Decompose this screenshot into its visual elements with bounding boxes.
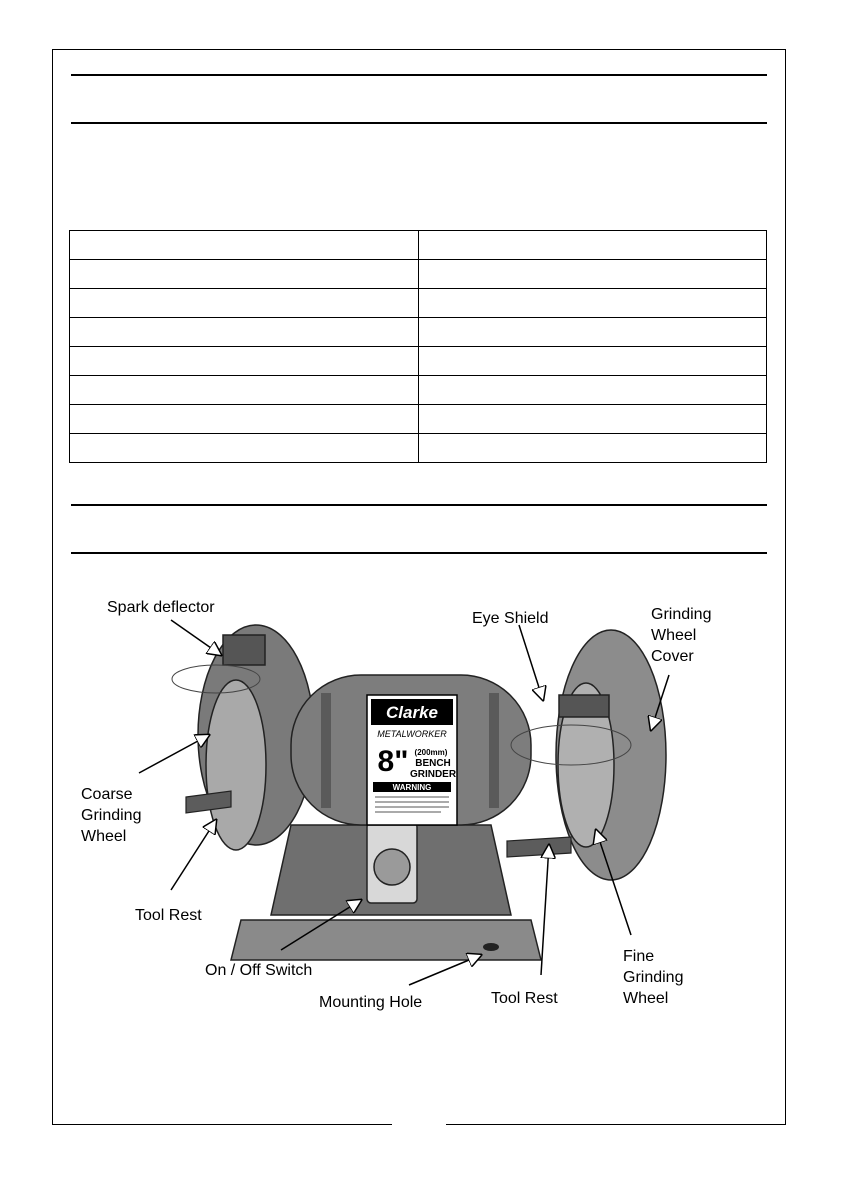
right-tool-rest xyxy=(507,837,571,857)
on-off-switch[interactable] xyxy=(367,823,417,903)
spec-value xyxy=(418,289,767,318)
page-number-area xyxy=(392,1118,446,1132)
coarse-wheel-label-line2: Grinding xyxy=(81,807,142,824)
left-spark-deflector xyxy=(223,635,265,665)
table-row xyxy=(70,260,767,289)
spec-label xyxy=(70,318,419,347)
spec-label xyxy=(70,289,419,318)
coarse-wheel-label-line3: Wheel xyxy=(81,828,127,845)
table-row xyxy=(70,376,767,405)
product-name-line1: BENCH xyxy=(415,758,451,769)
product-name-line2: GRINDER xyxy=(409,769,457,780)
ident-heading-bottom-rule xyxy=(71,552,767,554)
spec-heading-bottom-rule xyxy=(71,122,767,124)
spec-label xyxy=(70,376,419,405)
wheel-cover-label-line1: Grinding xyxy=(651,606,712,623)
product-label xyxy=(367,695,457,825)
spec-label xyxy=(70,231,419,260)
spec-heading-band xyxy=(71,76,767,124)
size-mm-label: (200mm) xyxy=(414,748,448,757)
switch-button-icon[interactable] xyxy=(374,849,410,885)
spec-label xyxy=(70,347,419,376)
table-row xyxy=(70,231,767,260)
size-label: 8" xyxy=(377,745,409,778)
table-row xyxy=(70,289,767,318)
coarse-wheel-icon xyxy=(206,680,266,850)
right-spark-deflector xyxy=(559,695,609,717)
warning-label: WARNING xyxy=(392,783,432,792)
spec-value xyxy=(418,318,767,347)
range-name: METALWORKER xyxy=(377,729,447,739)
tool-rest-right-label: Tool Rest xyxy=(491,990,558,1007)
spec-value xyxy=(418,434,767,463)
table-row xyxy=(70,434,767,463)
spec-label xyxy=(70,434,419,463)
wheel-cover-label-line3: Cover xyxy=(651,648,694,665)
fine-wheel-label-line3: Wheel xyxy=(623,990,669,1007)
table-row xyxy=(70,347,767,376)
coarse-wheel-label-line1: Coarse xyxy=(81,786,133,803)
on-off-switch-label: On / Off Switch xyxy=(205,962,313,979)
spark-deflector-label: Spark deflector xyxy=(107,599,215,616)
bench-grinder-figure xyxy=(71,575,767,1035)
eye-shield-label: Eye Shield xyxy=(472,610,549,627)
mounting-hole-icon xyxy=(483,943,499,951)
spec-label xyxy=(70,405,419,434)
fine-wheel-label-line2: Grinding xyxy=(623,969,684,986)
spec-value xyxy=(418,405,767,434)
fine-wheel-label-line1: Fine xyxy=(623,948,655,965)
tool-rest-left-label: Tool Rest xyxy=(135,907,202,924)
spec-value xyxy=(418,347,767,376)
mounting-hole-label: Mounting Hole xyxy=(319,994,423,1011)
specification-table xyxy=(69,230,767,463)
wheel-cover-label-line2: Wheel xyxy=(651,627,697,644)
table-row xyxy=(70,318,767,347)
spec-value xyxy=(418,376,767,405)
brand-logo: Clarke xyxy=(386,703,438,722)
spec-value xyxy=(418,231,767,260)
spec-value xyxy=(418,260,767,289)
ident-heading-band xyxy=(71,506,767,554)
table-row xyxy=(70,405,767,434)
spec-label xyxy=(70,260,419,289)
